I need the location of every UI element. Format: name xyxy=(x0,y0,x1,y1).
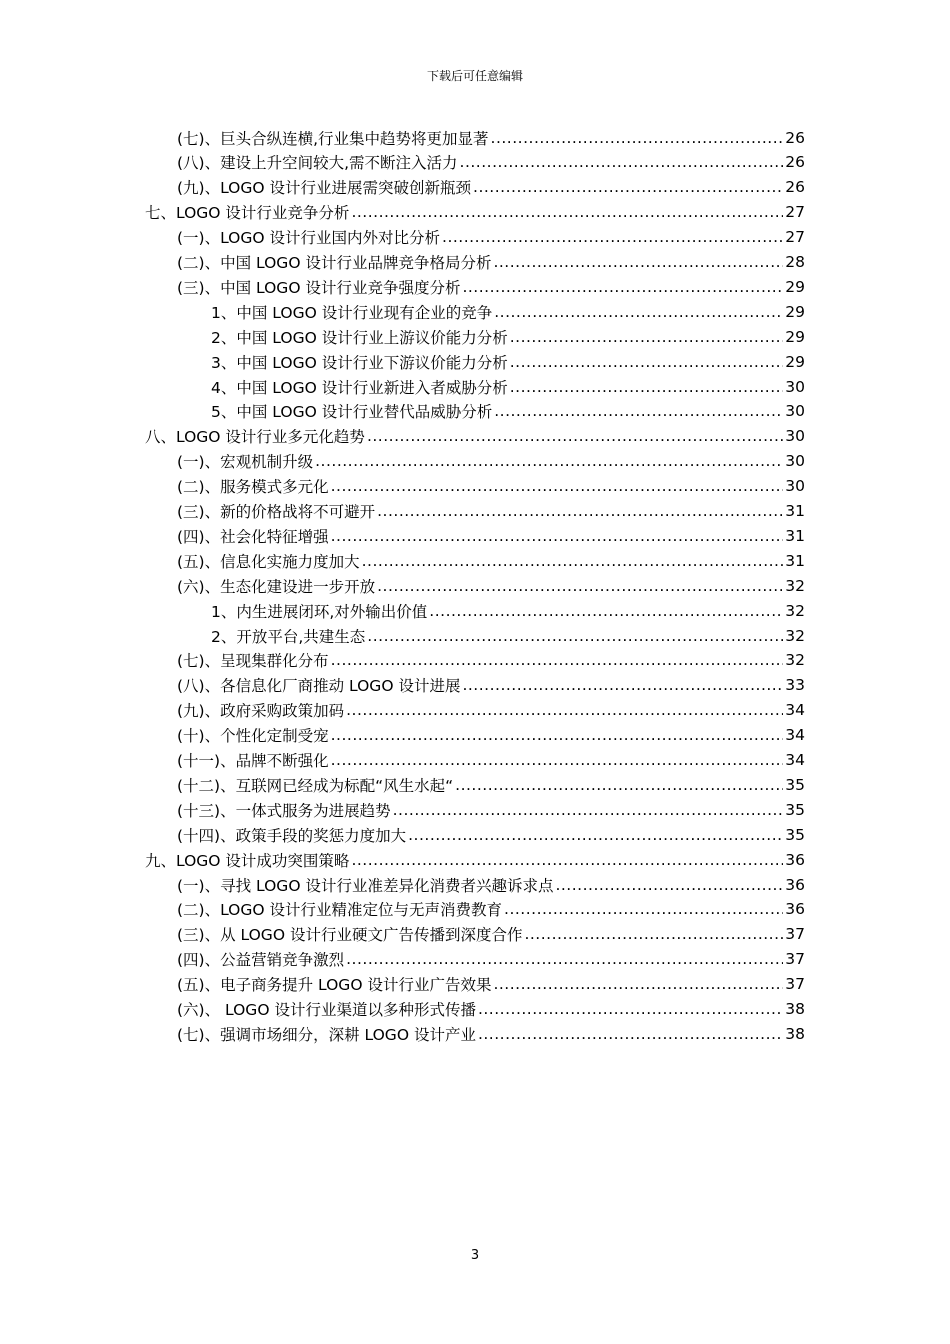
toc-entry-title: (四)、公益营销竞争激烈 xyxy=(177,951,345,970)
toc-entry[interactable] xyxy=(145,200,805,225)
toc-entry-page-number: 36 xyxy=(785,850,805,869)
toc-entry-page-number: 26 xyxy=(785,153,805,172)
toc-entry[interactable] xyxy=(177,723,805,748)
toc-entry-title: 1、中国 LOGO 设计行业现有企业的竞争 xyxy=(211,303,493,322)
toc-entry-title: (四)、社会化特征增强 xyxy=(177,527,329,546)
toc-entry-page-number: 30 xyxy=(785,477,805,496)
toc-entry-page-number: 35 xyxy=(785,775,805,794)
toc-dot-leader xyxy=(510,328,784,346)
toc-entry-page-number: 38 xyxy=(785,1000,805,1018)
toc-entry-page-number: 33 xyxy=(785,676,805,695)
toc-entry-page-number: 31 xyxy=(785,502,805,520)
toc-dot-leader xyxy=(346,701,783,719)
toc-entry-page-number: 27 xyxy=(785,203,805,222)
toc-entry-title: (一)、宏观机制升级 xyxy=(177,453,314,472)
toc-dot-leader xyxy=(494,402,783,420)
toc-dot-leader xyxy=(473,178,783,196)
toc-dot-leader xyxy=(555,876,783,894)
toc-entry-page-number: 29 xyxy=(785,352,805,371)
toc-entry-page-number: 30 xyxy=(785,427,805,446)
toc-entry-page-number: 31 xyxy=(785,526,805,545)
toc-dot-leader xyxy=(351,851,783,869)
toc-dot-leader xyxy=(510,353,784,371)
toc-entry-page-number: 37 xyxy=(785,975,805,994)
toc-entry-title: (九)、LOGO 设计行业进展需突破创新瓶颈 xyxy=(177,179,472,198)
toc-entry-title: 七、LOGO 设计行业竞争分析 xyxy=(145,204,350,223)
toc-entry[interactable] xyxy=(177,947,805,972)
toc-entry[interactable] xyxy=(177,1021,805,1046)
toc-dot-leader xyxy=(367,627,783,645)
toc-entry-page-number: 30 xyxy=(785,377,805,396)
toc-entry[interactable] xyxy=(211,349,805,374)
toc-entry[interactable] xyxy=(211,598,805,623)
toc-entry[interactable] xyxy=(177,997,805,1022)
toc-entry[interactable] xyxy=(145,424,805,449)
toc-entry[interactable] xyxy=(211,324,805,349)
toc-dot-leader xyxy=(442,228,783,246)
toc-entry[interactable] xyxy=(177,972,805,997)
toc-entry[interactable] xyxy=(177,523,805,548)
toc-dot-leader xyxy=(315,452,783,470)
toc-entry[interactable] xyxy=(177,175,805,200)
page-header: 下载后可任意编辑 xyxy=(426,69,523,83)
toc-entry[interactable] xyxy=(177,897,805,922)
toc-dot-leader xyxy=(331,726,784,744)
toc-entry[interactable] xyxy=(177,250,805,275)
toc-entry-title: 八、LOGO 设计行业多元化趋势 xyxy=(145,428,365,447)
toc-entry-title: (二)、LOGO 设计行业精准定位与无声消费教育 xyxy=(177,901,503,920)
toc-entry[interactable] xyxy=(177,499,805,524)
toc-entry[interactable] xyxy=(177,673,805,698)
toc-entry-title: (七)、呈现集群化分布 xyxy=(177,652,329,671)
toc-entry-title: (五)、信息化实施力度加大 xyxy=(177,552,360,571)
toc-entry[interactable] xyxy=(177,125,805,150)
toc-dot-leader xyxy=(331,651,784,669)
toc-entry-page-number: 37 xyxy=(785,925,805,944)
toc-entry[interactable] xyxy=(177,872,805,897)
toc-entry-title: (十三)、一体式服务为进展趋势 xyxy=(177,801,391,820)
toc-entry-page-number: 30 xyxy=(785,452,805,471)
toc-entry[interactable] xyxy=(177,449,805,474)
toc-dot-leader xyxy=(478,1025,783,1043)
toc-dot-leader xyxy=(351,203,783,221)
toc-entry-page-number: 30 xyxy=(785,402,805,421)
toc-entry-title: (十一)、品牌不断强化 xyxy=(177,752,329,770)
toc-entry-title: (十)、个性化定制受宠 xyxy=(177,727,329,746)
toc-entry-page-number: 32 xyxy=(785,651,805,670)
toc-entry-page-number: 35 xyxy=(785,800,805,819)
toc-dot-leader xyxy=(460,153,784,171)
toc-entry-page-number: 29 xyxy=(785,302,805,321)
toc-entry-title: (九)、政府采购政策加码 xyxy=(177,702,345,721)
toc-entry-page-number: 35 xyxy=(785,825,805,844)
toc-dot-leader xyxy=(393,801,784,819)
toc-entry[interactable] xyxy=(145,847,805,872)
toc-entry-title: (三)、中国 LOGO 设计行业竞争强度分析 xyxy=(177,278,461,297)
toc-entry[interactable] xyxy=(211,623,805,648)
toc-entry[interactable] xyxy=(177,648,805,673)
toc-entry[interactable] xyxy=(177,225,805,250)
toc-dot-leader xyxy=(524,925,783,943)
toc-entry-title: (一)、寻找 LOGO 设计行业准差异化消费者兴趣诉求点 xyxy=(177,876,554,895)
toc-entry-title: 2、中国 LOGO 设计行业上游议价能力分析 xyxy=(211,328,508,347)
toc-entry-page-number: 32 xyxy=(785,576,805,595)
toc-dot-leader xyxy=(331,477,784,495)
page-number: 3 xyxy=(470,1248,480,1263)
toc-entry[interactable] xyxy=(177,797,805,822)
toc-dot-leader xyxy=(429,602,783,620)
toc-entry[interactable] xyxy=(211,299,805,324)
toc-entry-title: (八)、建设上升空间较大,需不断注入活力 xyxy=(177,154,458,173)
toc-dot-leader xyxy=(362,552,784,570)
toc-entry-title: 九、LOGO 设计成功突围策略 xyxy=(145,851,350,870)
toc-entry[interactable] xyxy=(177,698,805,723)
toc-entry[interactable] xyxy=(177,748,805,773)
toc-entry-page-number: 26 xyxy=(785,128,805,147)
toc-dot-leader xyxy=(408,826,783,844)
toc-dot-leader xyxy=(346,950,783,968)
toc-dot-leader xyxy=(494,303,783,321)
toc-entry-page-number: 26 xyxy=(785,178,805,197)
toc-entry-title: (三)、从 LOGO 设计行业硬文广告传播到深度合作 xyxy=(177,926,523,945)
toc-entry-title: (三)、新的价格战将不可避开 xyxy=(177,503,376,521)
toc-entry-title: (二)、服务模式多元化 xyxy=(177,478,329,497)
toc-entry-page-number: 36 xyxy=(785,900,805,919)
toc-entry-title: (十二)、互联网已经成为标配“风生水起“ xyxy=(177,776,454,795)
toc-entry[interactable] xyxy=(211,399,805,424)
toc-entry-title: 2、开放平台,共建生态 xyxy=(211,627,366,646)
toc-entry[interactable] xyxy=(177,772,805,797)
toc-entry-page-number: 28 xyxy=(785,253,805,271)
toc-entry-title: (七)、巨头合纵连横,行业集中趋势将更加显著 xyxy=(177,129,489,148)
toc-entry-page-number: 34 xyxy=(785,751,805,769)
toc-entry-title: (八)、各信息化厂商推动 LOGO 设计进展 xyxy=(177,677,461,696)
toc-entry-title: (六)、 LOGO 设计行业渠道以多种形式传播 xyxy=(177,1001,476,1019)
toc-entry-page-number: 34 xyxy=(785,726,805,745)
toc-dot-leader xyxy=(504,900,783,918)
toc-entry-title: (七)、强调市场细分，深耕 LOGO 设计产业 xyxy=(177,1025,476,1044)
toc-dot-leader xyxy=(331,751,784,769)
toc-entry-page-number: 37 xyxy=(785,950,805,969)
toc-entry-title: (五)、电子商务提升 LOGO 设计行业广告效果 xyxy=(177,976,492,995)
toc-entry[interactable] xyxy=(177,548,805,573)
toc-entry-title: (十四)、政策手段的奖惩力度加大 xyxy=(177,826,407,845)
toc-entry[interactable] xyxy=(177,150,805,175)
toc-entry-title: (二)、中国 LOGO 设计行业品牌竞争格局分析 xyxy=(177,254,492,272)
toc-entry-title: 4、中国 LOGO 设计行业新进入者威胁分析 xyxy=(211,378,508,397)
toc-dot-leader xyxy=(462,278,783,296)
toc-dot-leader xyxy=(331,527,784,545)
toc-entry-page-number: 29 xyxy=(785,327,805,346)
toc-entry[interactable] xyxy=(177,822,805,847)
toc-entry-page-number: 32 xyxy=(785,601,805,620)
toc-dot-leader xyxy=(493,975,783,993)
toc-entry-page-number: 29 xyxy=(785,277,805,296)
toc-dot-leader xyxy=(377,577,783,595)
toc-dot-leader xyxy=(367,427,783,445)
toc-entry-title: (六)、生态化建设进一步开放 xyxy=(177,577,376,596)
toc-dot-leader xyxy=(455,776,783,794)
toc-entry-page-number: 34 xyxy=(785,701,805,720)
toc-entry[interactable] xyxy=(177,474,805,499)
toc-entry-title: 5、中国 LOGO 设计行业替代品威胁分析 xyxy=(211,403,493,422)
toc-entry-page-number: 32 xyxy=(785,626,805,645)
toc-dot-leader xyxy=(462,676,783,694)
toc-dot-leader xyxy=(491,129,784,147)
toc-dot-leader xyxy=(510,378,784,396)
toc-entry[interactable] xyxy=(177,274,805,299)
toc-entry-page-number: 31 xyxy=(785,551,805,570)
toc-entry-page-number: 38 xyxy=(785,1024,805,1043)
toc-entry-title: (一)、LOGO 设计行业国内外对比分析 xyxy=(177,229,441,248)
toc-dot-leader xyxy=(377,502,783,520)
toc-dot-leader xyxy=(478,1000,783,1018)
toc-entry-page-number: 27 xyxy=(785,228,805,247)
toc-entry-title: 3、中国 LOGO 设计行业下游议价能力分析 xyxy=(211,353,508,372)
toc-dot-leader xyxy=(493,253,783,271)
toc-entry[interactable] xyxy=(177,922,805,947)
toc-entry[interactable] xyxy=(211,374,805,399)
toc-entry-title: 1、内生进展闭环,对外输出价值 xyxy=(211,602,428,621)
toc-entry[interactable] xyxy=(177,573,805,598)
toc-entry-page-number: 36 xyxy=(785,875,805,894)
